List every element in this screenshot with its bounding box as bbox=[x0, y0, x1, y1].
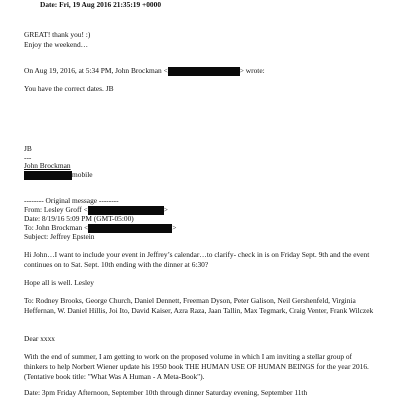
letter-salutation: Dear xxxx bbox=[24, 334, 55, 343]
original-paragraph: Hi John…I want to include your event in Jeffrey’s calendar…to clarify- check in is on Friday Sept. 9th and the event continues on to Sat. Sept. 10th ending with the dinner at 6:30? bbox=[24, 250, 370, 269]
signature-initials: JB bbox=[24, 144, 32, 153]
redaction-bar bbox=[88, 224, 172, 233]
from-text: From: Lesley Groff < bbox=[24, 205, 88, 214]
quote-intro-text: On Aug 19, 2016, at 5:34 PM, John Brockman < bbox=[24, 66, 168, 75]
redaction-bar bbox=[24, 171, 72, 180]
original-divider: -------- Original message -------- bbox=[24, 196, 119, 205]
from-tail: > bbox=[163, 205, 168, 214]
to-tail: > bbox=[172, 223, 177, 232]
mobile-label: mobile bbox=[72, 170, 93, 179]
quote-intro-tail: > wrote: bbox=[239, 66, 265, 75]
letter-schedule: Date: 3pm Friday Afternoon, September 10th through dinner Saturday evening, September 11th bbox=[24, 388, 308, 397]
redaction-bar bbox=[168, 67, 240, 76]
original-closing: Hope all is well. Lesley bbox=[24, 278, 94, 287]
quote-body: You have the correct dates. JB bbox=[24, 84, 114, 93]
to-text: To: John Brockman < bbox=[24, 223, 89, 232]
letter-paragraph: With the end of summer, I am getting to work on the proposed volume in which I am inviting a stellar group of thinkers to help Norbert Wiener update his 1950 book THE HUMAN USE OF HUMAN BEINGS for the year 2016. (Tentative book title: "What Was A Human - A Meta-Book"). bbox=[24, 352, 369, 381]
signature-name: John Brockman bbox=[24, 161, 71, 170]
header-date: Date: Fri, 19 Aug 2016 21:35:19 +0000 bbox=[40, 0, 162, 9]
recipients-list: To: Rodney Brooks, George Church, Daniel Dennett, Freeman Dyson, Peter Galison, Neil Gershenfeld, Virginia Heffernan, W. Daniel Hillis, Joi Ito, David Kaiser, Azra Raza, Jaan Tallin, Max Tegmark, Craig Venter, Frank Wilczek bbox=[24, 296, 374, 315]
quote-intro bbox=[24, 66, 265, 76]
original-date: Date: 8/19/16 5:09 PM (GMT-05:00) bbox=[24, 214, 134, 223]
signature-mobile bbox=[24, 170, 93, 180]
reply-line-1: GREAT! thank you! :) bbox=[24, 30, 91, 39]
reply-line-2: Enjoy the weekend… bbox=[24, 40, 89, 49]
signature-dashes: --- bbox=[24, 153, 32, 162]
original-subject: Subject: Jeffrey Epstein bbox=[24, 232, 95, 241]
